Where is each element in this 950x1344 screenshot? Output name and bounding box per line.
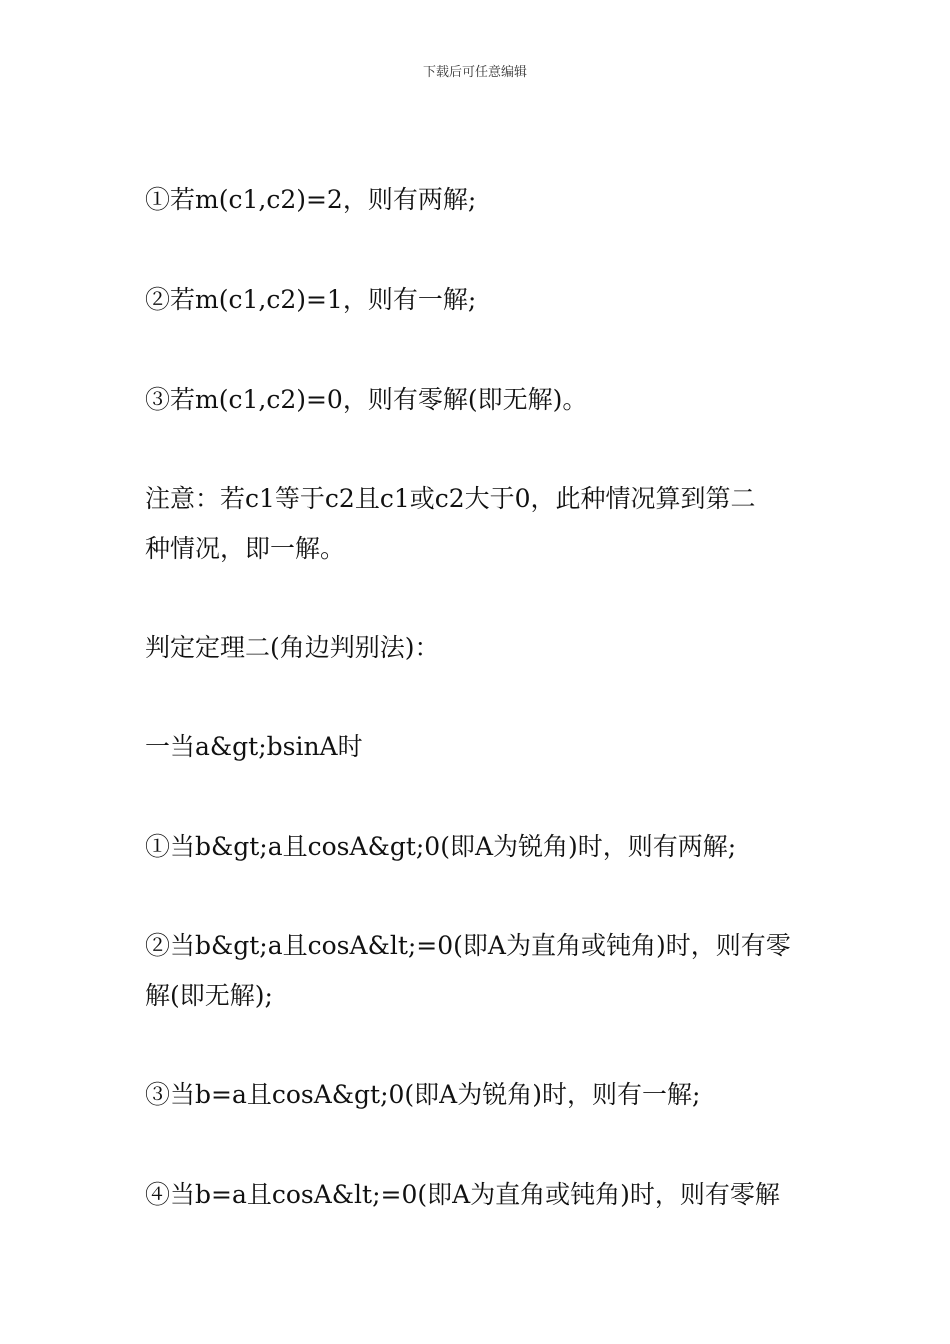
page-header: 下载后可任意编辑 xyxy=(422,65,527,80)
text-line-case2-one-solution: ②若m(c1,c2)=1，则有一解; xyxy=(145,285,477,314)
text-line-rule4: ④当b=a且cosA&lt;=0(即A为直角或钝角)时，则有零解 xyxy=(145,1180,780,1209)
text-line-rule2: ②当b&gt;a且cosA&lt;=0(即A为直角或钝角)时，则有零 xyxy=(145,931,791,960)
text-line-rule3: ③当b=a且cosA&gt;0(即A为锐角)时，则有一解; xyxy=(145,1080,701,1109)
text-line-note-continued: 种情况，即一解。 xyxy=(145,534,346,563)
text-line-theorem-two-heading: 判定定理二(角边判别法)： xyxy=(145,633,440,662)
text-line-case1-two-solutions: ①若m(c1,c2)=2，则有两解; xyxy=(145,185,477,214)
text-line-condition: 一当a&gt;bsinA时 xyxy=(145,732,363,761)
text-line-case3-zero-solutions: ③若m(c1,c2)=0，则有零解(即无解)。 xyxy=(145,385,588,414)
text-line-note: 注意：若c1等于c2且c1或c2大于0，此种情况算到第二 xyxy=(145,484,756,513)
text-line-rule2-continued: 解(即无解); xyxy=(145,981,273,1010)
text-line-rule1: ①当b&gt;a且cosA&gt;0(即A为锐角)时，则有两解; xyxy=(145,832,737,861)
